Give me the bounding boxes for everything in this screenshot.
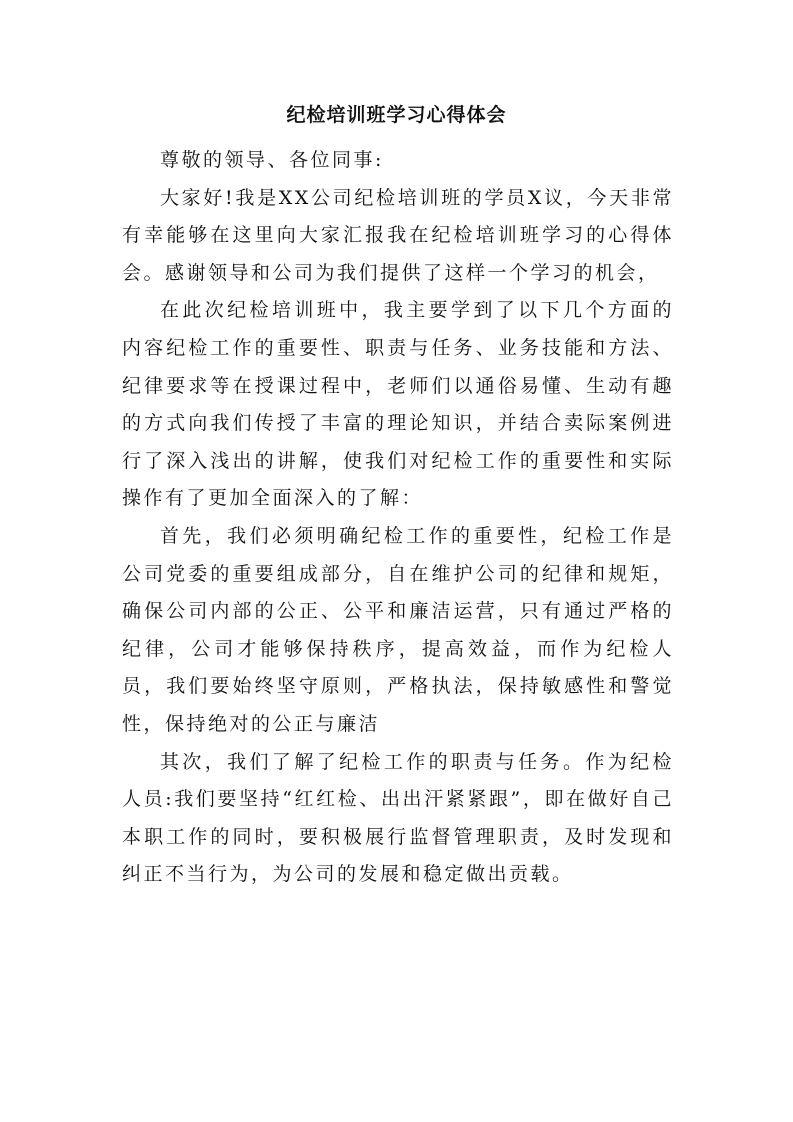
document-title: 纪检培训班学习心得体会: [286, 104, 507, 126]
second-point-paragraph: 其次，我们了解了纪检工作的职责与任务。作为纪检人员:我们要坚持“红红检、出出汗紧紧跟”，即在做好自己本职工作的同时，要积极展行监督管理职责，及时发现和纠正不当行为，为公司的发展和稳定做出贡载。: [122, 750, 674, 886]
document-body: [122, 142, 674, 894]
intro-paragraph: 大家好!我是XX公司纪检培训班的学员X议，今天非常有幸能够在这里向大家汇报我在纪检培训班学习的心得体会。感谢领导和公司为我们提供了这样一个学习的机会，: [122, 186, 674, 284]
first-point-paragraph: 首先，我们必须明确纪检工作的重要性，纪检工作是公司党委的重要组成部分，自在维护公司的纪律和规矩，确保公司内部的公正、公平和廉洁运营，只有通过严格的纪律，公司才能够保持秩序，提高效益，而作为纪检人员，我们要始终坚守原则，严格执法，保持敏感性和警觉性，保持绝对的公正与廉洁: [122, 524, 674, 735]
content-paragraph: 在此次纪检培训班中，我主要学到了以下几个方面的内容纪检工作的重要性、职责与任务、业务技能和方法、纪律要求等在授课过程中，老师们以通俗易懂、生动有趣的方式向我们传授了丰富的理论知识，并结合卖际案例进行了深入浅出的讲解，使我们对纪检工作的重要性和实际操作有了更加全面深入的了解：: [122, 299, 674, 510]
salutation-paragraph: 尊敬的领导、各位同事:: [160, 149, 384, 171]
